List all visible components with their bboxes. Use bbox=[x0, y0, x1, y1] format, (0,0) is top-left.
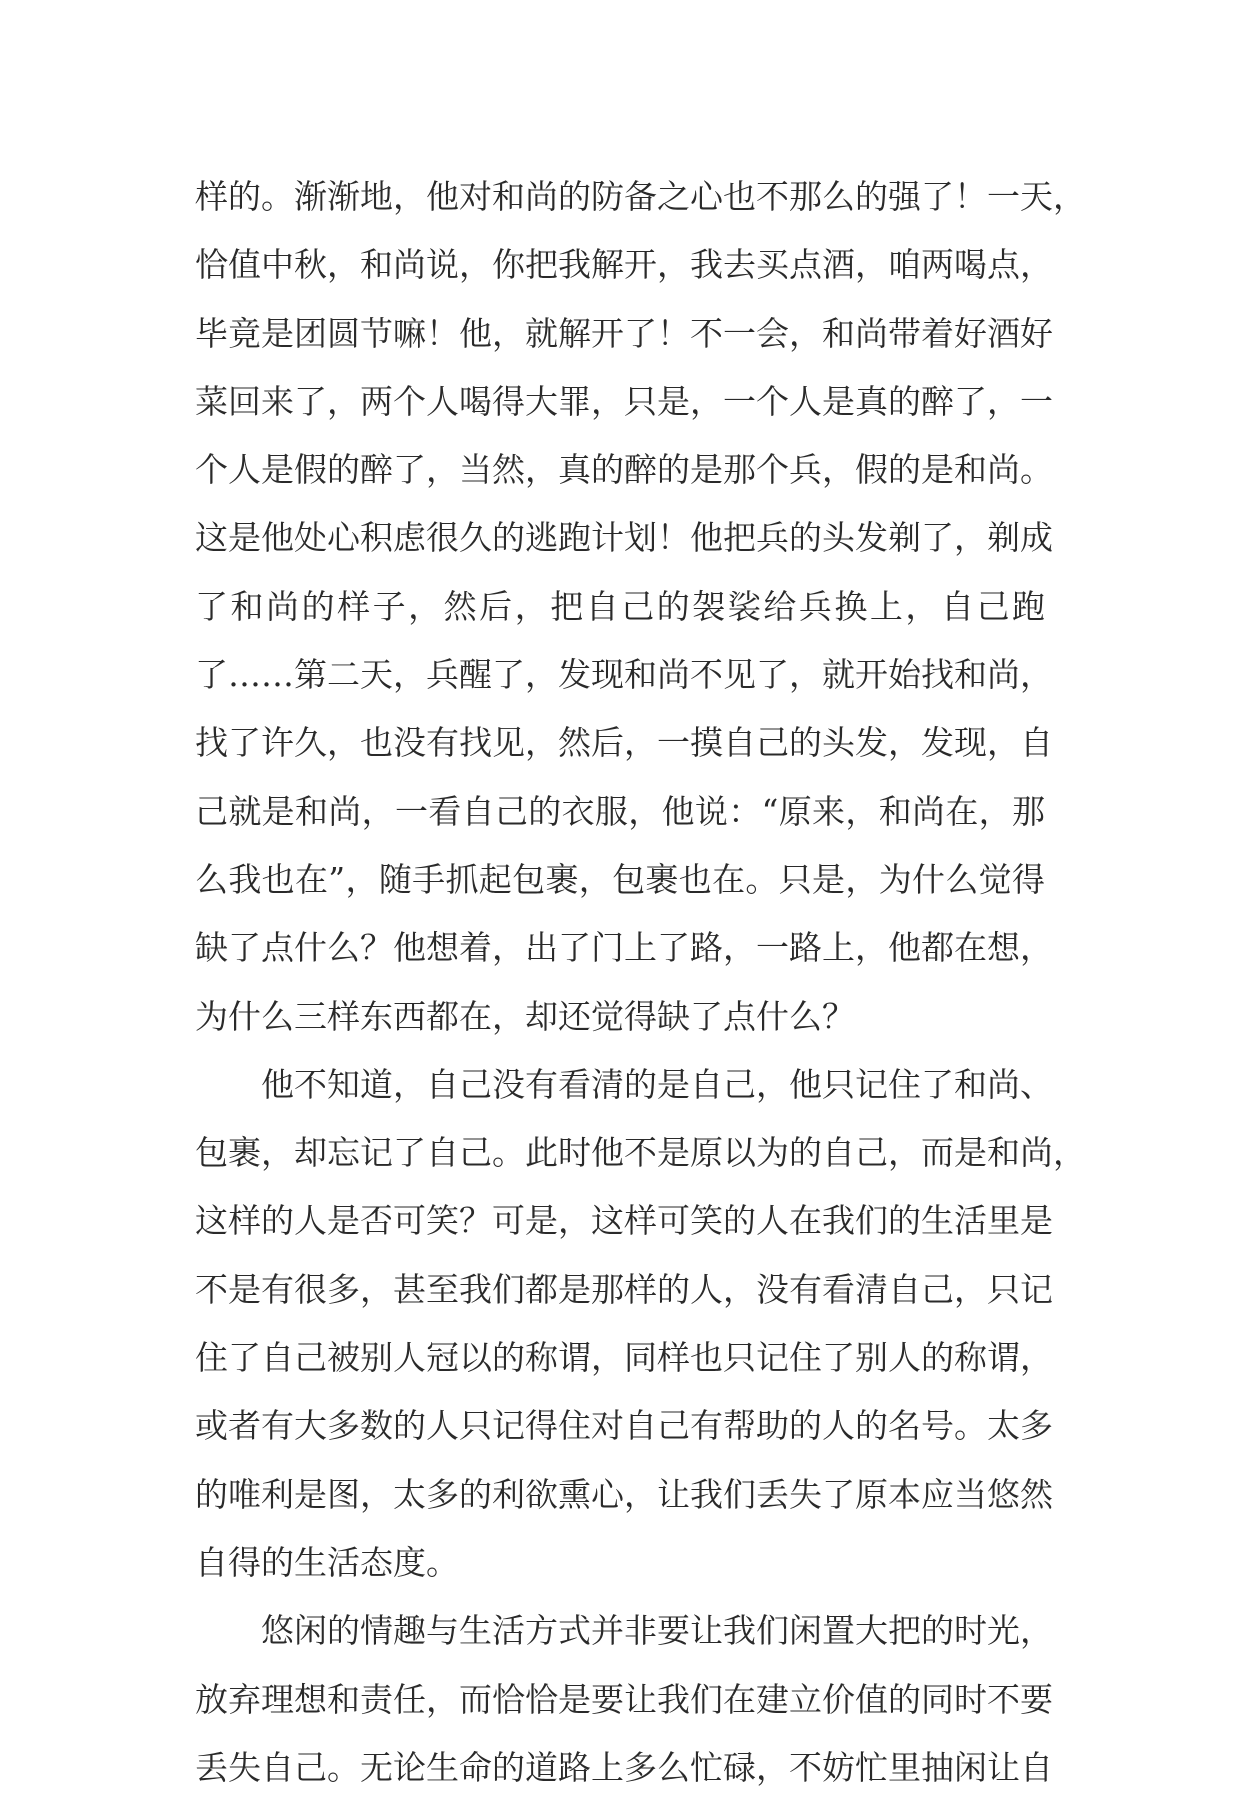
text-line: 缺了点什么？他想着，出了门上了路，一路上，他都在想， bbox=[195, 928, 1053, 968]
text-line: 毕竟是团圆节嘛！他，就解开了！不一会，和尚带着好酒好 bbox=[195, 313, 1053, 353]
text-line: 不是有很多，甚至我们都是那样的人，没有看清自己，只记 bbox=[195, 1269, 1053, 1309]
paragraph-3 bbox=[195, 1597, 1053, 1802]
text-line: 么我也在”，随手抓起包裹，包裹也在。只是，为什么觉得 bbox=[195, 859, 1045, 899]
text-line: 悠闲的情趣与生活方式并非要让我们闲置大把的时光， bbox=[261, 1611, 1053, 1651]
text-line: 了和尚的样子，然后，把自己的袈裟给兵换上，自己跑 bbox=[195, 586, 1045, 626]
text-line: 住了自己被别人冠以的称谓，同样也只记住了别人的称谓， bbox=[195, 1338, 1053, 1378]
text-line: 这样的人是否可笑？可是，这样可笑的人在我们的生活里是 bbox=[195, 1201, 1053, 1241]
text-line: 恰值中秋，和尚说，你把我解开，我去买点酒，咱两喝点， bbox=[195, 245, 1053, 285]
body-text bbox=[195, 163, 1086, 1802]
text-line: 他不知道，自己没有看清的是自己，他只记住了和尚、 bbox=[261, 1064, 1053, 1104]
text-line: 了……第二天，兵醒了，发现和尚不见了，就开始找和尚， bbox=[195, 655, 1053, 695]
text-line: 或者有大多数的人只记得住对自己有帮助的人的名号。太多 bbox=[195, 1406, 1053, 1446]
text-line: 找了许久，也没有找见，然后，一摸自己的头发，发现，自 bbox=[195, 723, 1053, 763]
text-line: 这是他处心积虑很久的逃跑计划！他把兵的头发剃了，剃成 bbox=[195, 518, 1053, 558]
text-line: 丢失自己。无论生命的道路上多么忙碌，不妨忙里抽闲让自 bbox=[195, 1747, 1053, 1787]
text-line: 包裹，却忘记了自己。此时他不是原以为的自己，而是和尚， bbox=[195, 1133, 1086, 1173]
text-line: 样的。渐渐地，他对和尚的防备之心也不那么的强了！一天， bbox=[195, 177, 1086, 216]
text-line: 的唯利是图，太多的利欲熏心，让我们丢失了原本应当悠然 bbox=[195, 1474, 1053, 1514]
text-line: 己就是和尚，一看自己的衣服，他说：“原来，和尚在，那 bbox=[195, 791, 1045, 831]
text-line: 菜回来了，两个人喝得大罪，只是，一个人是真的醉了，一 bbox=[195, 381, 1053, 421]
text-line: 放弃理想和责任，而恰恰是要让我们在建立价值的同时不要 bbox=[195, 1679, 1053, 1719]
text-line: 为什么三样东西都在，却还觉得缺了点什么？ bbox=[195, 996, 855, 1036]
text-line: 自得的生活态度。 bbox=[195, 1542, 459, 1582]
paragraph-1 bbox=[195, 163, 1086, 1051]
text-line: 个人是假的醉了，当然，真的醉的是那个兵，假的是和尚。 bbox=[195, 450, 1053, 490]
paragraph-2 bbox=[195, 1051, 1086, 1597]
